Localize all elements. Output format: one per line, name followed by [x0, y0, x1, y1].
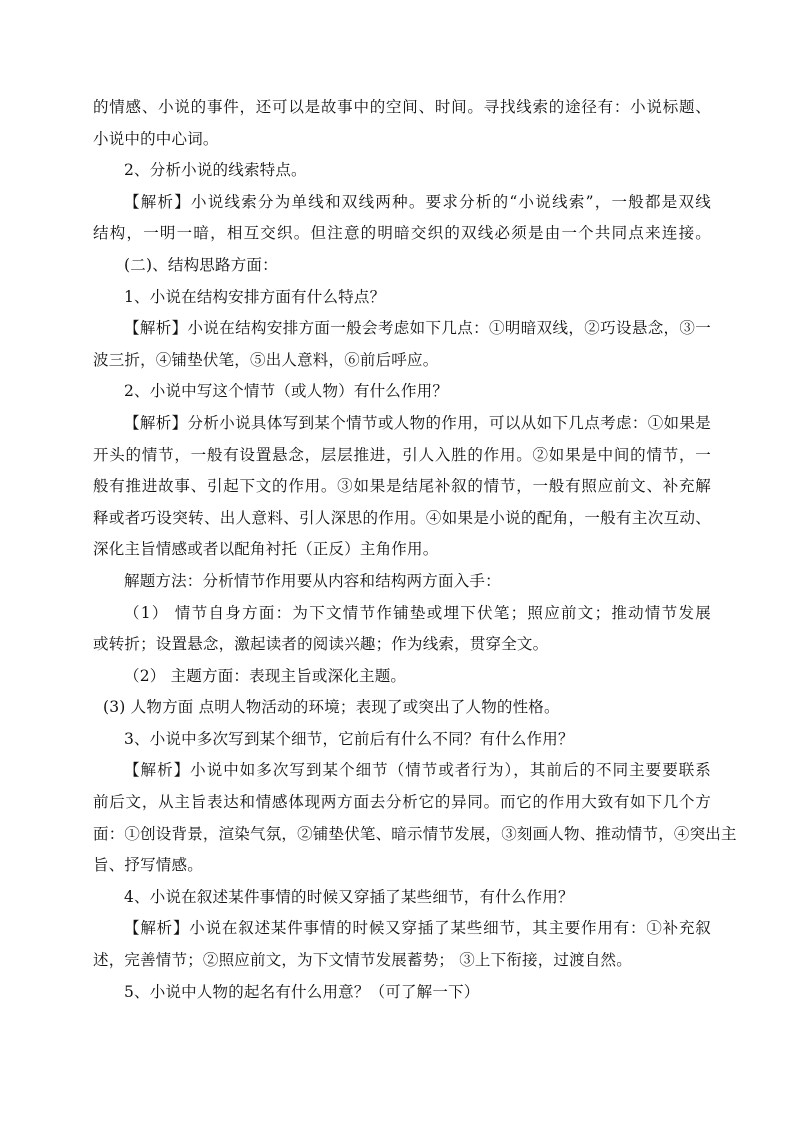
section-heading-structure: (二)、结构思路方面：: [124, 255, 278, 274]
question-5-heading: 5、小说中人物的起名有什么用意？（可了解一下）: [124, 982, 480, 1001]
analysis-line-3: 【解析】小说在结构安排方面一般会考虑如下几点：①明暗双线，②巧设悬念，③一: [124, 319, 711, 338]
analysis-line-6: 开头的情节，一般有设置悬念，层层推进，引人入胜的作用。②如果是中间的情节，一: [93, 445, 711, 464]
method-item-2: （2） 主题方面：表现主旨或深化主题。: [124, 666, 407, 685]
analysis-line-7: 般有推进故事、引起下文的作用。③如果是结尾补叙的情节，一般有照应前文、补充解: [93, 477, 711, 496]
method-item-1-continued: 或转折；设置悬念，激起读者的阅读兴趣；作为线索，贯穿全文。: [93, 635, 549, 654]
analysis-line-4: 波三折，④铺垫伏笔，⑤出人意料，⑥前后呼应。: [93, 350, 439, 369]
analysis-line-5: 【解析】分析小说具体写到某个情节或人物的作用，可以从如下几点考虑：①如果是: [124, 413, 711, 432]
analysis-line-10: 【解析】小说中如多次写到某个细节（情节或者行为），其前后的不同主要要联系: [124, 761, 711, 780]
analysis-line-15: 述，完善情节；②照应前文，为下文情节发展蓄势； ③上下衔接，过渡自然。: [93, 951, 632, 970]
analysis-line-8: 释或者巧设突转、出人意料、引人深思的作用。④如果是小说的配角，一般有主次互动、: [93, 508, 711, 527]
paragraph-line-2: 小说中的中心词。: [93, 129, 219, 148]
analysis-line-1: 【解析】小说线索分为单线和双线两种。要求分析的“小说线索”，一般都是双线: [124, 192, 711, 211]
analysis-line-12: 面：①创设背景，渲染气氛，②铺垫伏笔、暗示情节发展，③刻画人物、推动情节，④突出主: [93, 824, 737, 843]
question-4-heading: 4、小说在叙述某件事情的时候又穿插了某些细节，有什么作用？: [124, 887, 574, 906]
question-2b-heading: 2、小说中写这个情节（或人物）有什么作用？: [124, 382, 449, 401]
analysis-line-11: 前后文，从主旨表达和情感体现两方面去分析它的异同。而它的作用大致有如下几个方: [93, 793, 711, 812]
analysis-line-2: 结构，一明一暗，相互交织。但注意的明暗交织的双线必须是由一个共同点来连接。: [93, 224, 711, 243]
analysis-line-9: 深化主旨情感或者以配角衬托（正反）主角作用。: [93, 540, 439, 559]
method-item-1: （1） 情节自身方面：为下文情节作铺垫或埋下伏笔；照应前文；推动情节发展: [124, 603, 711, 622]
document-body: [93, 92, 737, 1008]
method-heading: 解题方法：分析情节作用要从内容和结构两方面入手：: [124, 571, 501, 590]
method-item-3: (3) 人物方面 点明人物活动的环境；表现了或突出了人物的性格。: [103, 698, 560, 717]
question-3-heading: 3、小说中多次写到某个细节，它前后有什么不同？有什么作用？: [124, 729, 574, 748]
question-2-heading: 2、分析小说的线索特点。: [124, 161, 307, 180]
analysis-line-13: 旨、抒写情感。: [93, 856, 203, 875]
analysis-line-14: 【解析】小说在叙述某件事情的时候又穿插了某些细节，其主要作用有：①补充叙: [124, 919, 711, 938]
question-1-heading: 1、小说在结构安排方面有什么特点？: [124, 287, 386, 306]
paragraph-line-1: 的情感、小说的事件，还可以是故事中的空间、时间。寻找线索的途径有：小说标题、: [93, 98, 711, 116]
